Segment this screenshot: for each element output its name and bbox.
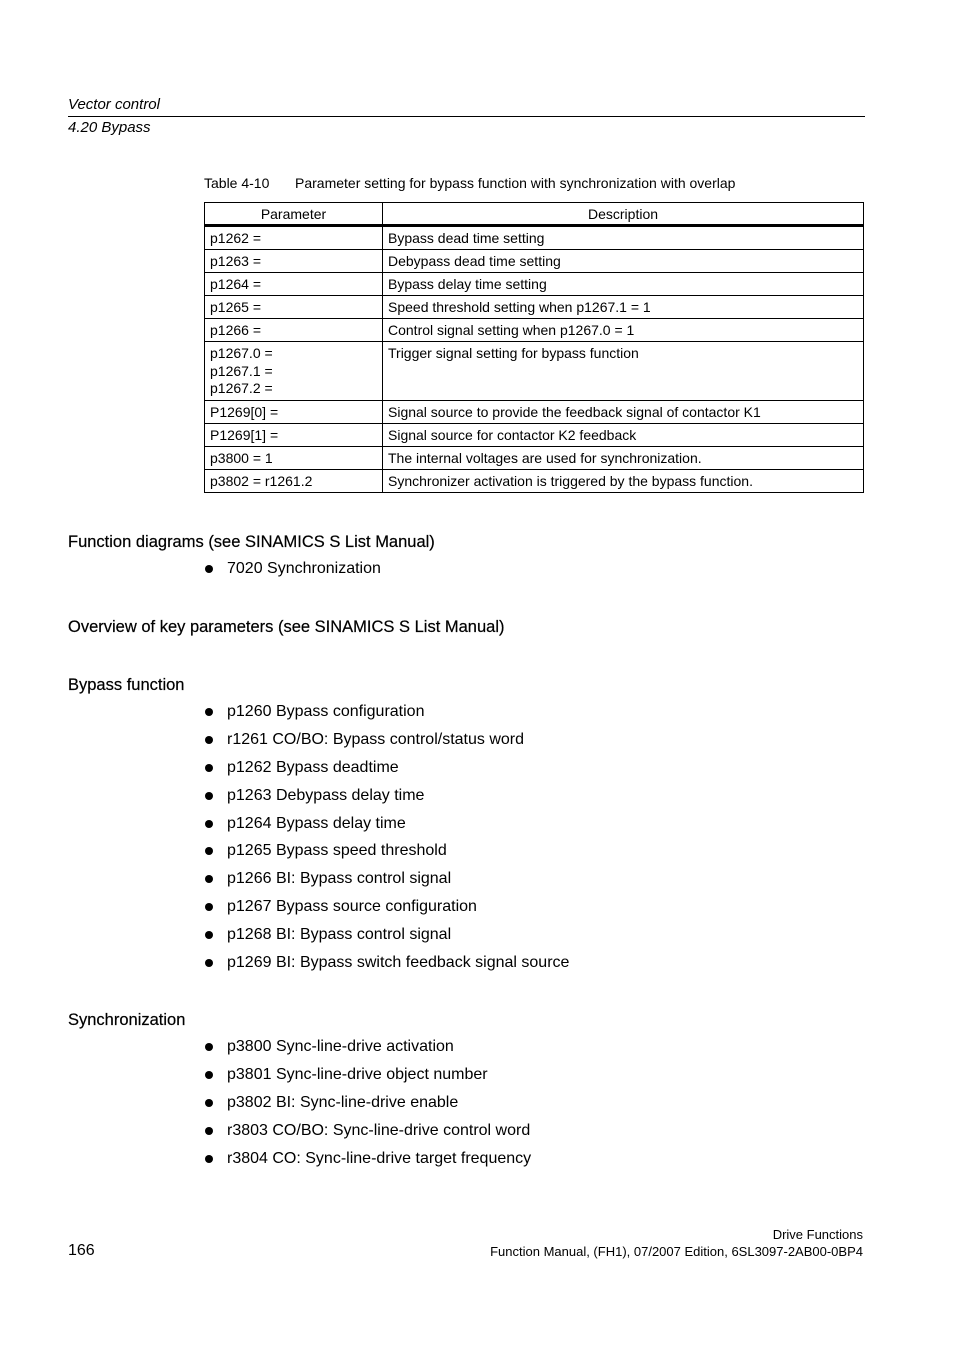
list-item-text: r1261 CO/BO: Bypass control/status word [227, 730, 525, 748]
list-item [204, 1065, 531, 1093]
parameter-cell [205, 273, 383, 296]
table-caption-number: Table 4-10 [204, 175, 270, 191]
list-item [204, 786, 569, 814]
description-cell: Bypass dead time setting [383, 226, 864, 250]
bullet-icon [205, 1099, 213, 1107]
header-section: 4.20 Bypass [68, 119, 151, 136]
bullet-icon [205, 565, 213, 573]
list-item [204, 702, 569, 730]
bullet-icon [205, 764, 213, 772]
bullet-icon [205, 1071, 213, 1079]
synchronization-parameter-list [204, 1037, 531, 1176]
description-cell: Signal source to provide the feedback signal of contactor K1 [383, 400, 864, 423]
list-item-text: p1266 BI: Bypass control signal [227, 870, 452, 888]
parameter-cell [205, 226, 383, 250]
list-item-text: r3803 CO/BO: Sync-line-drive control word [227, 1121, 531, 1139]
parameter-cell [205, 296, 383, 319]
function-diagrams-list [204, 559, 381, 587]
bullet-icon [205, 1127, 213, 1135]
parameter-cell [205, 250, 383, 273]
list-item-text: p1263 Debypass delay time [227, 786, 425, 804]
bullet-icon [205, 736, 213, 744]
bullet-icon [205, 708, 213, 716]
page-number: 166 [68, 1242, 95, 1259]
bullet-icon [205, 1043, 213, 1051]
parameter-cell [205, 469, 383, 492]
bullet-icon [205, 847, 213, 855]
column-header-parameter: Parameter [205, 203, 383, 226]
list-item-text: p1268 BI: Bypass control signal [227, 926, 452, 944]
running-header [68, 95, 865, 138]
list-item-text: p1264 Bypass delay time [227, 814, 406, 832]
table-row [205, 296, 864, 319]
table-row [205, 319, 864, 342]
table-header-row [205, 203, 864, 226]
header-chapter: Vector control [68, 95, 865, 117]
description-cell: Bypass delay time setting [383, 273, 864, 296]
description-cell: The internal voltages are used for synchronization. [383, 446, 864, 469]
list-item [204, 814, 569, 842]
parameter-value: p1264 = [210, 276, 261, 292]
heading-synchronization: Synchronization [68, 1011, 186, 1029]
bullet-icon [205, 875, 213, 883]
table-row [205, 469, 864, 492]
bullet-icon [205, 903, 213, 911]
parameter-cell [205, 319, 383, 342]
table-row [205, 250, 864, 273]
bullet-icon [205, 1155, 213, 1163]
parameter-value: p1267.0 = [210, 345, 273, 361]
bullet-icon [205, 792, 213, 800]
list-item-text: p1265 Bypass speed threshold [227, 842, 447, 860]
list-item-text: p1262 Bypass deadtime [227, 758, 399, 776]
parameter-value: p1267.1 = [210, 362, 273, 379]
table-body [205, 226, 864, 493]
parameter-value: p3800 = 1 [210, 449, 273, 466]
list-item [204, 559, 381, 587]
list-item [204, 730, 569, 758]
list-item-text: 7020 Synchronization [227, 560, 381, 577]
table-row [205, 423, 864, 446]
parameter-value: p1263 = [210, 253, 261, 269]
description-cell: Speed threshold setting when p1267.1 = 1 [383, 296, 864, 319]
list-item [204, 953, 569, 981]
list-item [204, 1093, 531, 1121]
list-item [204, 869, 569, 897]
description-cell: Synchronizer activation is triggered by the bypass function. [383, 469, 864, 492]
parameter-value: p1262 = [210, 230, 261, 246]
table-row [205, 446, 864, 469]
parameter-value: p1265 = [210, 299, 261, 315]
description-cell: Control signal setting when p1267.0 = 1 [383, 319, 864, 342]
parameter-table [204, 202, 864, 493]
list-item-text: p1269 BI: Bypass switch feedback signal source [227, 954, 570, 972]
parameter-value: P1269[1] = [210, 426, 279, 443]
parameter-cell [205, 342, 383, 401]
list-item [204, 758, 569, 786]
list-item-text: p1260 Bypass configuration [227, 703, 425, 720]
parameter-cell [205, 446, 383, 469]
parameter-cell [205, 400, 383, 423]
list-item [204, 841, 569, 869]
column-header-description: Description [383, 203, 864, 226]
list-item-text: r3804 CO: Sync-line-drive target frequency [227, 1149, 532, 1167]
heading-bypass-function: Bypass function [68, 676, 185, 694]
list-item-text: p3801 Sync-line-drive object number [227, 1065, 488, 1083]
bullet-icon [205, 959, 213, 967]
list-item [204, 1037, 531, 1065]
bypass-parameter-list [204, 702, 569, 981]
bullet-icon [205, 820, 213, 828]
parameter-value: p1267.2 = [210, 380, 273, 396]
parameter-value: P1269[0] = [210, 403, 279, 420]
parameter-value: p1266 = [210, 322, 261, 338]
list-item-text: p3800 Sync-line-drive activation [227, 1038, 454, 1055]
description-cell: Signal source for contactor K2 feedback [383, 423, 864, 446]
description-cell: Debypass dead time setting [383, 250, 864, 273]
table-caption-text: Parameter setting for bypass function with synchronization with overlap [295, 175, 736, 191]
parameter-value: p3802 = r1261.2 [210, 472, 313, 489]
list-item [204, 1121, 531, 1149]
footer-title: Drive Functions [772, 1227, 863, 1242]
table-row [205, 342, 864, 401]
footer-edition: Function Manual, (FH1), 07/2007 Edition, 6SL3097-2AB00-0BP4 [490, 1244, 863, 1259]
list-item [204, 1149, 531, 1177]
parameter-cell [205, 423, 383, 446]
heading-overview: Overview of key parameters (see SINAMICS S List Manual) [68, 618, 505, 636]
list-item [204, 925, 569, 953]
heading-function-diagrams: Function diagrams (see SINAMICS S List Manual) [68, 533, 435, 551]
bullet-icon [205, 931, 213, 939]
list-item-text: p1267 Bypass source configuration [227, 898, 477, 916]
list-item-text: p3802 BI: Sync-line-drive enable [227, 1093, 459, 1111]
table-row [205, 226, 864, 250]
footer-info [490, 1226, 863, 1260]
list-item [204, 897, 569, 925]
table-caption [204, 174, 735, 192]
table-row [205, 273, 864, 296]
table-row [205, 400, 864, 423]
description-cell: Trigger signal setting for bypass function [383, 342, 864, 401]
